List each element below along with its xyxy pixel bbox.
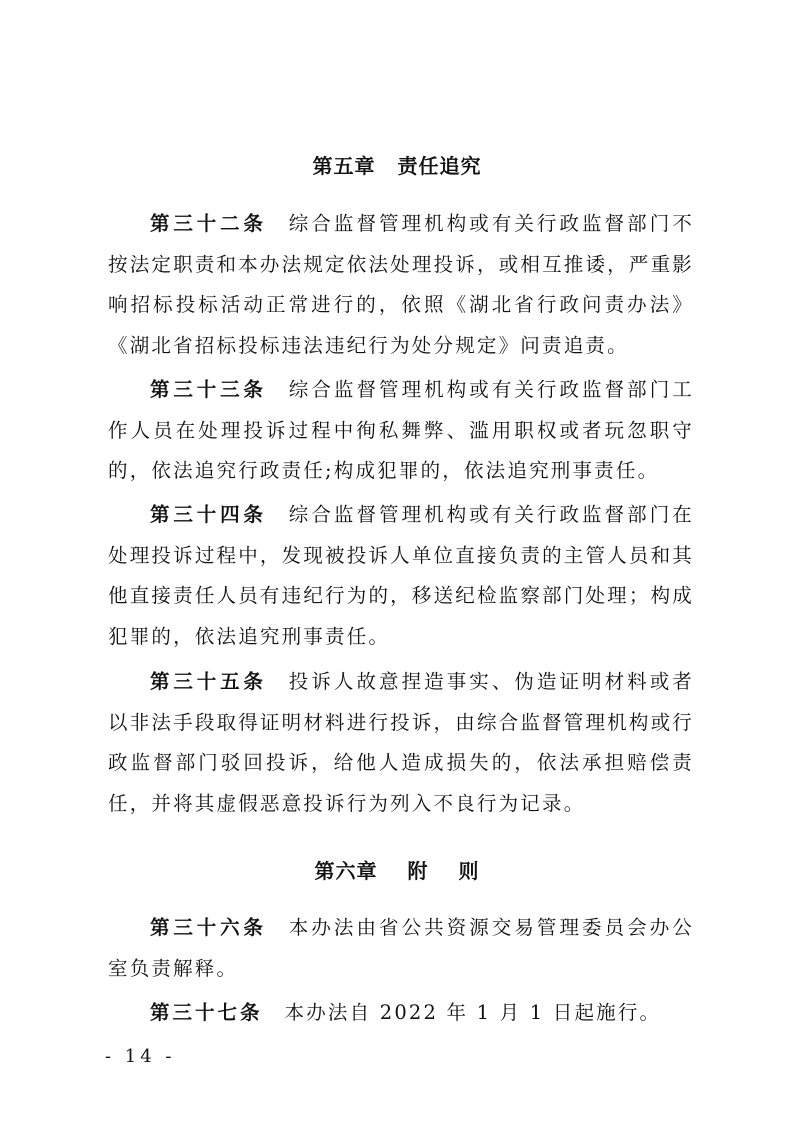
article-34 xyxy=(108,495,694,657)
article-34-text: 综合监督管理机构或有关行政监督部门在处理投诉过程中，发现被投诉人单位直接负责的主管人员和其他直接责任人员有违纪行为的，移送纪检监察部门处理；构成犯罪的，依法追究刑事责任。 xyxy=(108,503,694,648)
chapter-5-heading xyxy=(0,150,794,179)
article-37-number: 第三十七条 xyxy=(150,1001,263,1024)
article-36-text: 本办法由省公共资源交易管理委员会办公室负责解释。 xyxy=(108,916,694,980)
chapter-6-title-part-a: 附 xyxy=(407,859,429,883)
article-34-number: 第三十四条 xyxy=(150,503,267,526)
article-36-number: 第三十六条 xyxy=(150,916,267,939)
page-number: - 14 - xyxy=(105,1046,176,1067)
chapter-6-title-part-b: 则 xyxy=(458,859,480,883)
chapter-6-heading xyxy=(0,855,794,884)
article-32 xyxy=(108,204,694,366)
article-35-text: 投诉人故意捏造事实、伪造证明材料或者以非法手段取得证明材料进行投诉，由综合监督管理机构或行政监督部门驳回投诉，给他人造成损失的，依法承担赔偿责任，并将其虚假恶意投诉行为列入不良行为记录。 xyxy=(108,670,694,815)
article-35-number: 第三十五条 xyxy=(150,670,267,693)
article-33 xyxy=(108,370,694,492)
article-33-number: 第三十三条 xyxy=(150,378,267,401)
article-35 xyxy=(108,662,694,824)
article-37-text: 本办法自 2022 年 1 月 1 日起施行。 xyxy=(284,1001,662,1024)
chapter-6-label: 第六章 xyxy=(314,859,378,883)
article-37 xyxy=(108,993,694,1034)
article-32-text: 综合监督管理机构或有关行政监督部门不按法定职责和本办法规定依法处理投诉，或相互推诿，严重影响招标投标活动正常进行的，依照《湖北省行政问责办法》《湖北省招标投标违法违纪行为处分规定》问责追责。 xyxy=(108,212,694,357)
article-32-number: 第三十二条 xyxy=(150,212,267,235)
article-33-text: 综合监督管理机构或有关行政监督部门工作人员在处理投诉过程中徇私舞弊、滥用职权或者玩忽职守的，依法追究行政责任;构成犯罪的，依法追究刑事责任。 xyxy=(108,378,694,483)
chapter-5-label: 第五章 xyxy=(312,154,376,178)
chapter-5-title: 责任追究 xyxy=(397,154,482,178)
article-36 xyxy=(108,908,694,989)
